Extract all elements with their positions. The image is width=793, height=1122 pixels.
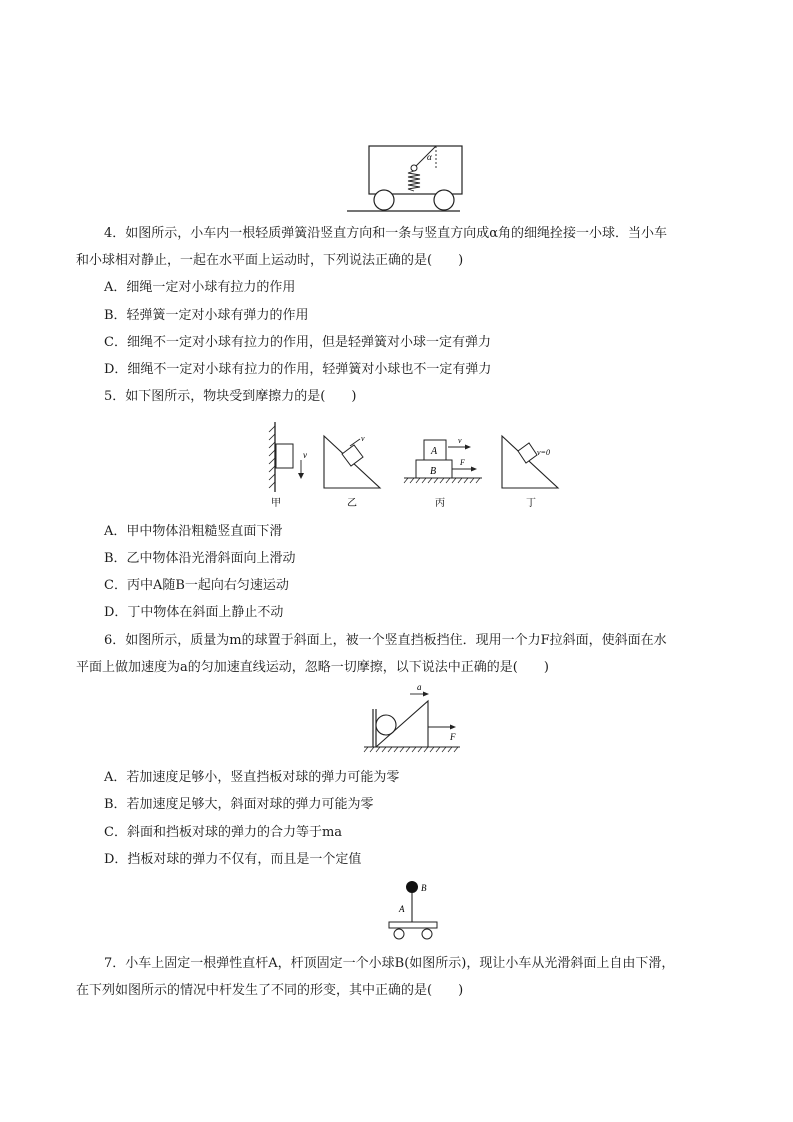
- q5-bing-v-label: v: [458, 436, 462, 445]
- q5-fig-ding: [502, 436, 558, 509]
- q5-option-c: C．丙中A随B一起向右匀速运动: [104, 578, 289, 593]
- q5-option-a: A．甲中物体沿粗糙竖直面下滑: [104, 524, 283, 539]
- q5-jia-v-label: v: [303, 450, 307, 460]
- q5-fig-jia: [269, 422, 307, 509]
- q5-fig-yi: [324, 434, 380, 509]
- q5-option-b: B．乙中物体沿光滑斜面向上滑动: [104, 551, 296, 566]
- q5-figures: [262, 418, 572, 510]
- q6-a-label: a: [417, 683, 422, 692]
- q6-stem-line1: 6．如图所示，质量为m的球置于斜面上，被一个竖直挡板挡住．现用一个力F拉斜面，使斜面在水: [104, 633, 667, 648]
- q7-cart-rod-figure: [385, 877, 445, 945]
- q4-stem-line2: 和小球相对静止，一起在水平面上运动时，下列说法正确的是( ): [76, 253, 464, 268]
- q4-alpha-label: α: [427, 152, 432, 162]
- q5-caption-ding: 丁: [526, 498, 536, 509]
- q7-B-label: B: [421, 883, 427, 893]
- q5-caption-jia: 甲: [271, 498, 281, 509]
- q5-caption-yi: 乙: [347, 498, 357, 509]
- q6-option-c: C．斜面和挡板对球的弹力的合力等于ma: [104, 825, 343, 840]
- q7-A-label: A: [399, 904, 405, 914]
- q5-bing-A-label: A: [431, 446, 438, 457]
- q5-yi-v-label: v: [361, 434, 365, 443]
- q7-stem-line1: 7．小车上固定一根弹性直杆A，杆顶固定一个小球B(如图所示)，现让小车从光滑斜面上自由下滑，: [104, 956, 675, 971]
- q6-option-a: A．若加速度足够小，竖直挡板对球的弹力可能为零: [104, 770, 400, 785]
- q6-F-label: F: [450, 732, 456, 742]
- q5-bing-F-label: F: [460, 458, 465, 467]
- q5-ding-v-label: v=0: [537, 448, 550, 457]
- q7-stem-line2: 在下列如图所示的情况中杆发生了不同的形变，其中正确的是( ): [76, 983, 464, 998]
- q5-bing-B-label: B: [430, 466, 437, 477]
- q4-option-d: D．细绳不一定对小球有拉力的作用，轻弹簧对小球也不一定有弹力: [104, 362, 492, 377]
- q6-stem-line2: 平面上做加速度为a的匀加速直线运动，忽略一切摩擦，以下说法中正确的是( ): [76, 660, 549, 675]
- q6-option-d: D．挡板对球的弹力不仅有，而且是一个定值: [104, 852, 362, 867]
- q5-option-d: D．丁中物体在斜面上静止不动: [104, 605, 284, 620]
- q6-option-b: B．若加速度足够大，斜面对球的弹力可能为零: [104, 797, 374, 812]
- q5-caption-bing: 丙: [435, 498, 445, 509]
- q4-option-b: B．轻弹簧一定对小球有弹力的作用: [104, 308, 309, 323]
- q6-incline-figure: [360, 683, 470, 757]
- q4-stem-line1: 4．如图所示，小车内一根轻质弹簧沿竖直方向和一条与竖直方向成α角的细绳拴接一小球．当小车: [104, 226, 668, 241]
- q4-option-c: C．细绳不一定对小球有拉力的作用，但是轻弹簧对小球一定有弹力: [104, 335, 491, 350]
- q4-option-a: A．细绳一定对小球有拉力的作用: [104, 280, 296, 295]
- q4-cart-figure: [344, 140, 464, 215]
- q5-stem: 5．如下图所示，物块受到摩擦力的是( ): [104, 389, 357, 404]
- q5-fig-bing: [404, 436, 482, 509]
